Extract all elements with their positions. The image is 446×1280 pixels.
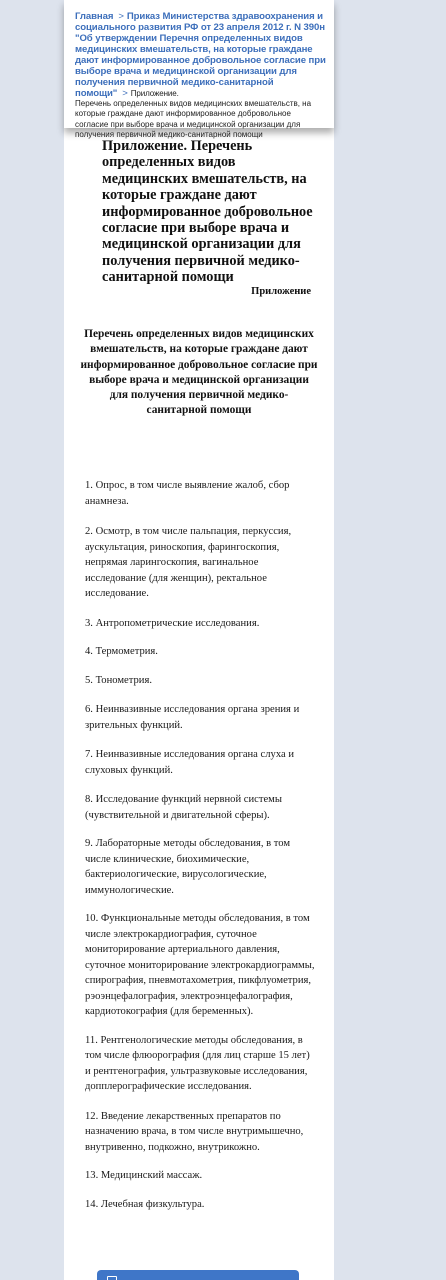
breadcrumb-links bbox=[75, 11, 326, 99]
document-content bbox=[64, 124, 334, 1280]
list-item: 7. Неинвазивные исследования органа слуха и слуховых функций. bbox=[85, 749, 294, 776]
list-item: 14. Лечебная физкультура. bbox=[85, 1198, 205, 1210]
appendix-label: Приложение bbox=[251, 286, 311, 297]
list-item: 3. Антропометрические исследования. bbox=[85, 617, 260, 629]
breadcrumb-home-link[interactable]: Главная bbox=[75, 11, 114, 22]
document-title: Приложение. Перечень определенных видов медицинских вмешательств, на которые граждане дают информированное добровольное согласие при выборе врача и медицинской организации для получения первичной медико-санитарной помощи bbox=[102, 138, 313, 286]
list-heading: Перечень определенных видов медицинских вмешательств, на которые граждане дают информированное добровольное согласие при выборе врача и медицинской организации для получения первичной медико-санитарной помощи bbox=[80, 328, 318, 417]
list-item: 10. Функциональные методы обследования, в том числе электрокардиография, суточное мониторирование артериального давления, суточное мониторирование электрокардиограммы, спирография, пневмотахометрия, пикфлуометрия, рэоэнцефалография, электроэнцефалография, кардиотокография (для беременных). bbox=[85, 913, 315, 1017]
list-item: 4. Термометрия. bbox=[85, 646, 158, 657]
breadcrumb-current-start: Приложение. bbox=[130, 89, 179, 98]
breadcrumb-order-link[interactable]: Приказ Министерства здравоохранения и социального развития РФ от 23 апреля 2012 г. N 390н "Об утверждении Перечня определенных видов медицинских вмешательств, на которые граждане дают информированное добровольное согласие при выборе врача и медицинской организации для получения первичной медико-санитарной помощи" bbox=[75, 11, 326, 99]
list-item: 2. Осмотр, в том числе пальпация, перкуссия, аускультация, риноскопия, фарингоскопия, непрямая ларингоскопия, вагинальное исследование (для женщин), ректальное исследование. bbox=[85, 526, 292, 599]
list-item: 8. Исследование функций нервной системы (чувствительной и двигательной сферы). bbox=[85, 794, 282, 821]
list-item: 9. Лабораторные методы обследования, в том числе клинические, биохимические, бактериологические, вирусологические, иммунологические. bbox=[85, 838, 291, 896]
breadcrumb-separator: > bbox=[122, 88, 128, 99]
breadcrumb-current: Перечень определенных видов медицинских вмешательств, на которые граждане дают информированное добровольное согласие при выборе врача и медицинской организации для получения первичной медико-санитарной помощи bbox=[75, 99, 312, 139]
list-item: 12. Введение лекарственных препаратов по назначению врача, в том числе внутримышечно, внутривенно, подкожно, внутрикожно. bbox=[85, 1110, 304, 1153]
list-item: 13. Медицинский массаж. bbox=[85, 1170, 203, 1181]
document-action-button[interactable] bbox=[97, 1270, 299, 1280]
breadcrumb bbox=[64, 0, 334, 139]
breadcrumb-separator: > bbox=[118, 11, 124, 22]
document-icon bbox=[107, 1276, 117, 1280]
list-item: 6. Неинвазивные исследования органа зрения и зрительных функций. bbox=[85, 704, 300, 731]
intervention-list bbox=[85, 478, 317, 1212]
list-item: 11. Рентгенологические методы обследования, в том числе флюорография (для лиц старше 15 лет) и рентгенография, ультразвуковые исследования, допплерографические исследования. bbox=[85, 1034, 310, 1092]
list-item: 5. Тонометрия. bbox=[85, 674, 152, 686]
list-item: 1. Опрос, в том числе выявление жалоб, сбор анамнеза. bbox=[85, 480, 290, 507]
